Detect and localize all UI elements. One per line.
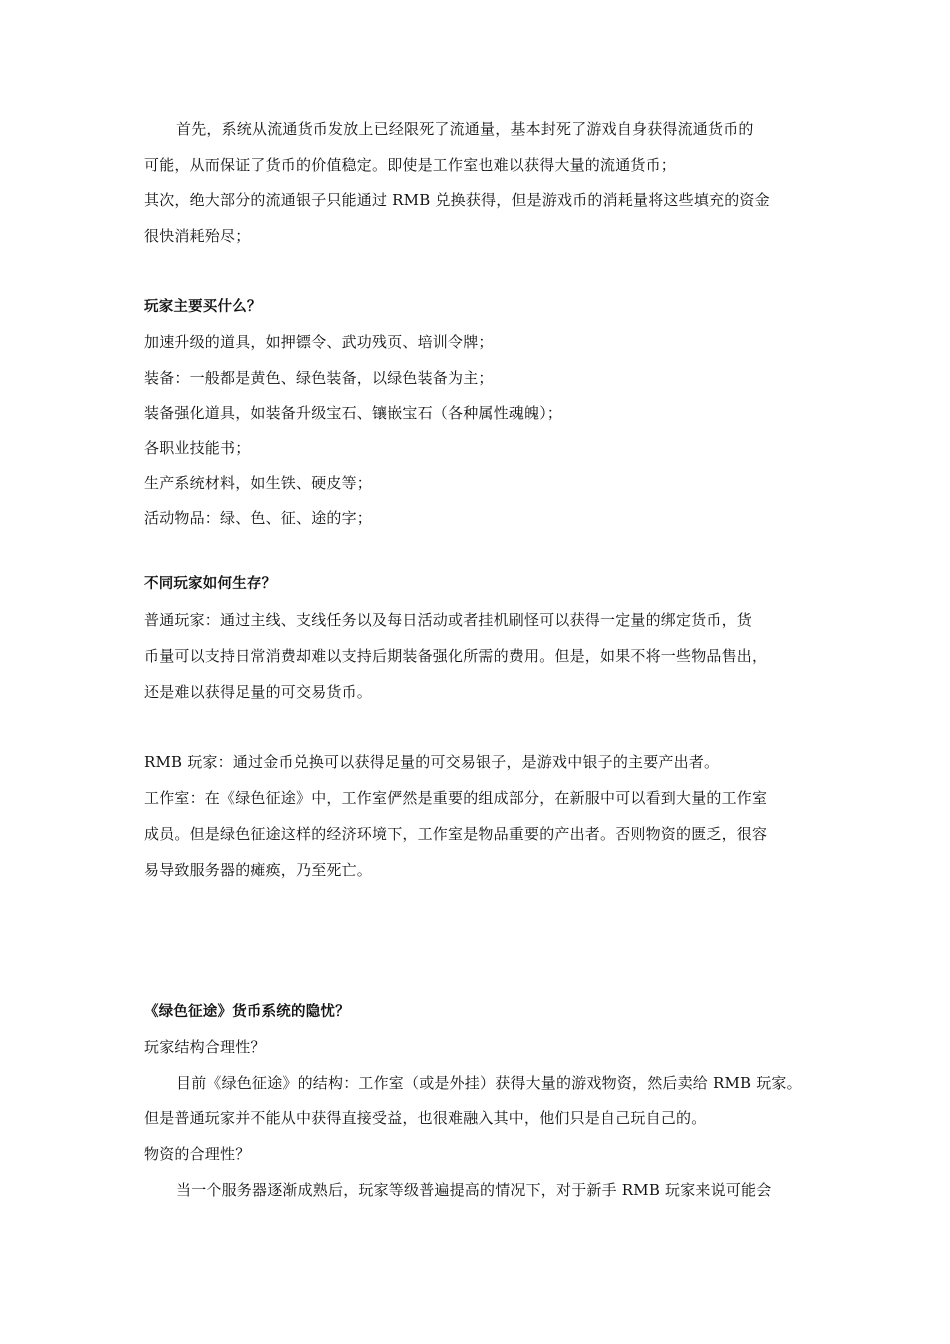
buy-list-item: 加速升级的道具，如押镖令、武功残页、培训令牌； <box>144 333 494 351</box>
normal-player-line-2: 币量可以支持日常消费却难以支持后期装备强化所需的费用。但是，如果不将一些物品售出， <box>144 647 768 665</box>
structure-line-1: 目前《绿色征途》的结构：工作室（或是外挂）获得大量的游戏物资，然后卖给 RMB 玩家。 <box>176 1074 802 1092</box>
intro-paragraph-1-line-1: 首先，系统从流通货币发放上已经限死了流通量，基本封死了游戏自身获得流通货币的 <box>176 120 754 138</box>
intro-paragraph-2-line-1: 其次，绝大部分的流通银子只能通过 RMB 兑换获得，但是游戏币的消耗量将这些填充的资金 <box>144 191 770 209</box>
risk-subheading-structure: 玩家结构合理性？ <box>144 1038 266 1056</box>
intro-paragraph-1-line-2: 可能，从而保证了货币的价值稳定。即使是工作室也难以获得大量的流通货币； <box>144 156 677 174</box>
intro-paragraph-2-line-2: 很快消耗殆尽； <box>144 227 251 245</box>
buy-list-item: 装备强化道具，如装备升级宝石、镶嵌宝石（各种属性魂魄）； <box>144 404 563 422</box>
normal-player-line-1: 普通玩家：通过主线、支线任务以及每日活动或者挂机刷怪可以获得一定量的绑定货币，货 <box>144 611 753 629</box>
risk-subheading-materials: 物资的合理性？ <box>144 1145 251 1163</box>
section-heading-survive: 不同玩家如何生存？ <box>144 576 277 592</box>
buy-list-item: 生产系统材料，如生铁、硬皮等； <box>144 474 373 492</box>
buy-list-item: 活动物品：绿、色、征、途的字； <box>144 509 373 527</box>
section-heading-buy: 玩家主要买什么？ <box>144 299 262 315</box>
normal-player-line-3: 还是难以获得足量的可交易货币。 <box>144 683 373 701</box>
buy-list-item: 装备：一般都是黄色、绿色装备，以绿色装备为主； <box>144 369 494 387</box>
structure-line-2: 但是普通玩家并不能从中获得直接受益，也很难融入其中，他们只是自己玩自己的。 <box>144 1109 707 1127</box>
rmb-player-line-1: RMB 玩家：通过金币兑换可以获得足量的可交易银子，是游戏中银子的主要产出者。 <box>144 753 720 771</box>
studio-line-3: 易导致服务器的瘫痪，乃至死亡。 <box>144 861 373 879</box>
buy-list-item: 各职业技能书； <box>144 439 251 457</box>
studio-line-2: 成员。但是绿色征途这样的经济环境下，工作室是物品重要的产出者。否则物资的匮乏，很容 <box>144 825 768 843</box>
studio-line-1: 工作室：在《绿色征途》中，工作室俨然是重要的组成部分，在新服中可以看到大量的工作室 <box>144 789 768 807</box>
materials-line-1: 当一个服务器逐渐成熟后，玩家等级普遍提高的情况下，对于新手 RMB 玩家来说可能会 <box>176 1181 772 1199</box>
section-heading-risk: 《绿色征途》货币系统的隐忧？ <box>144 1004 350 1020</box>
